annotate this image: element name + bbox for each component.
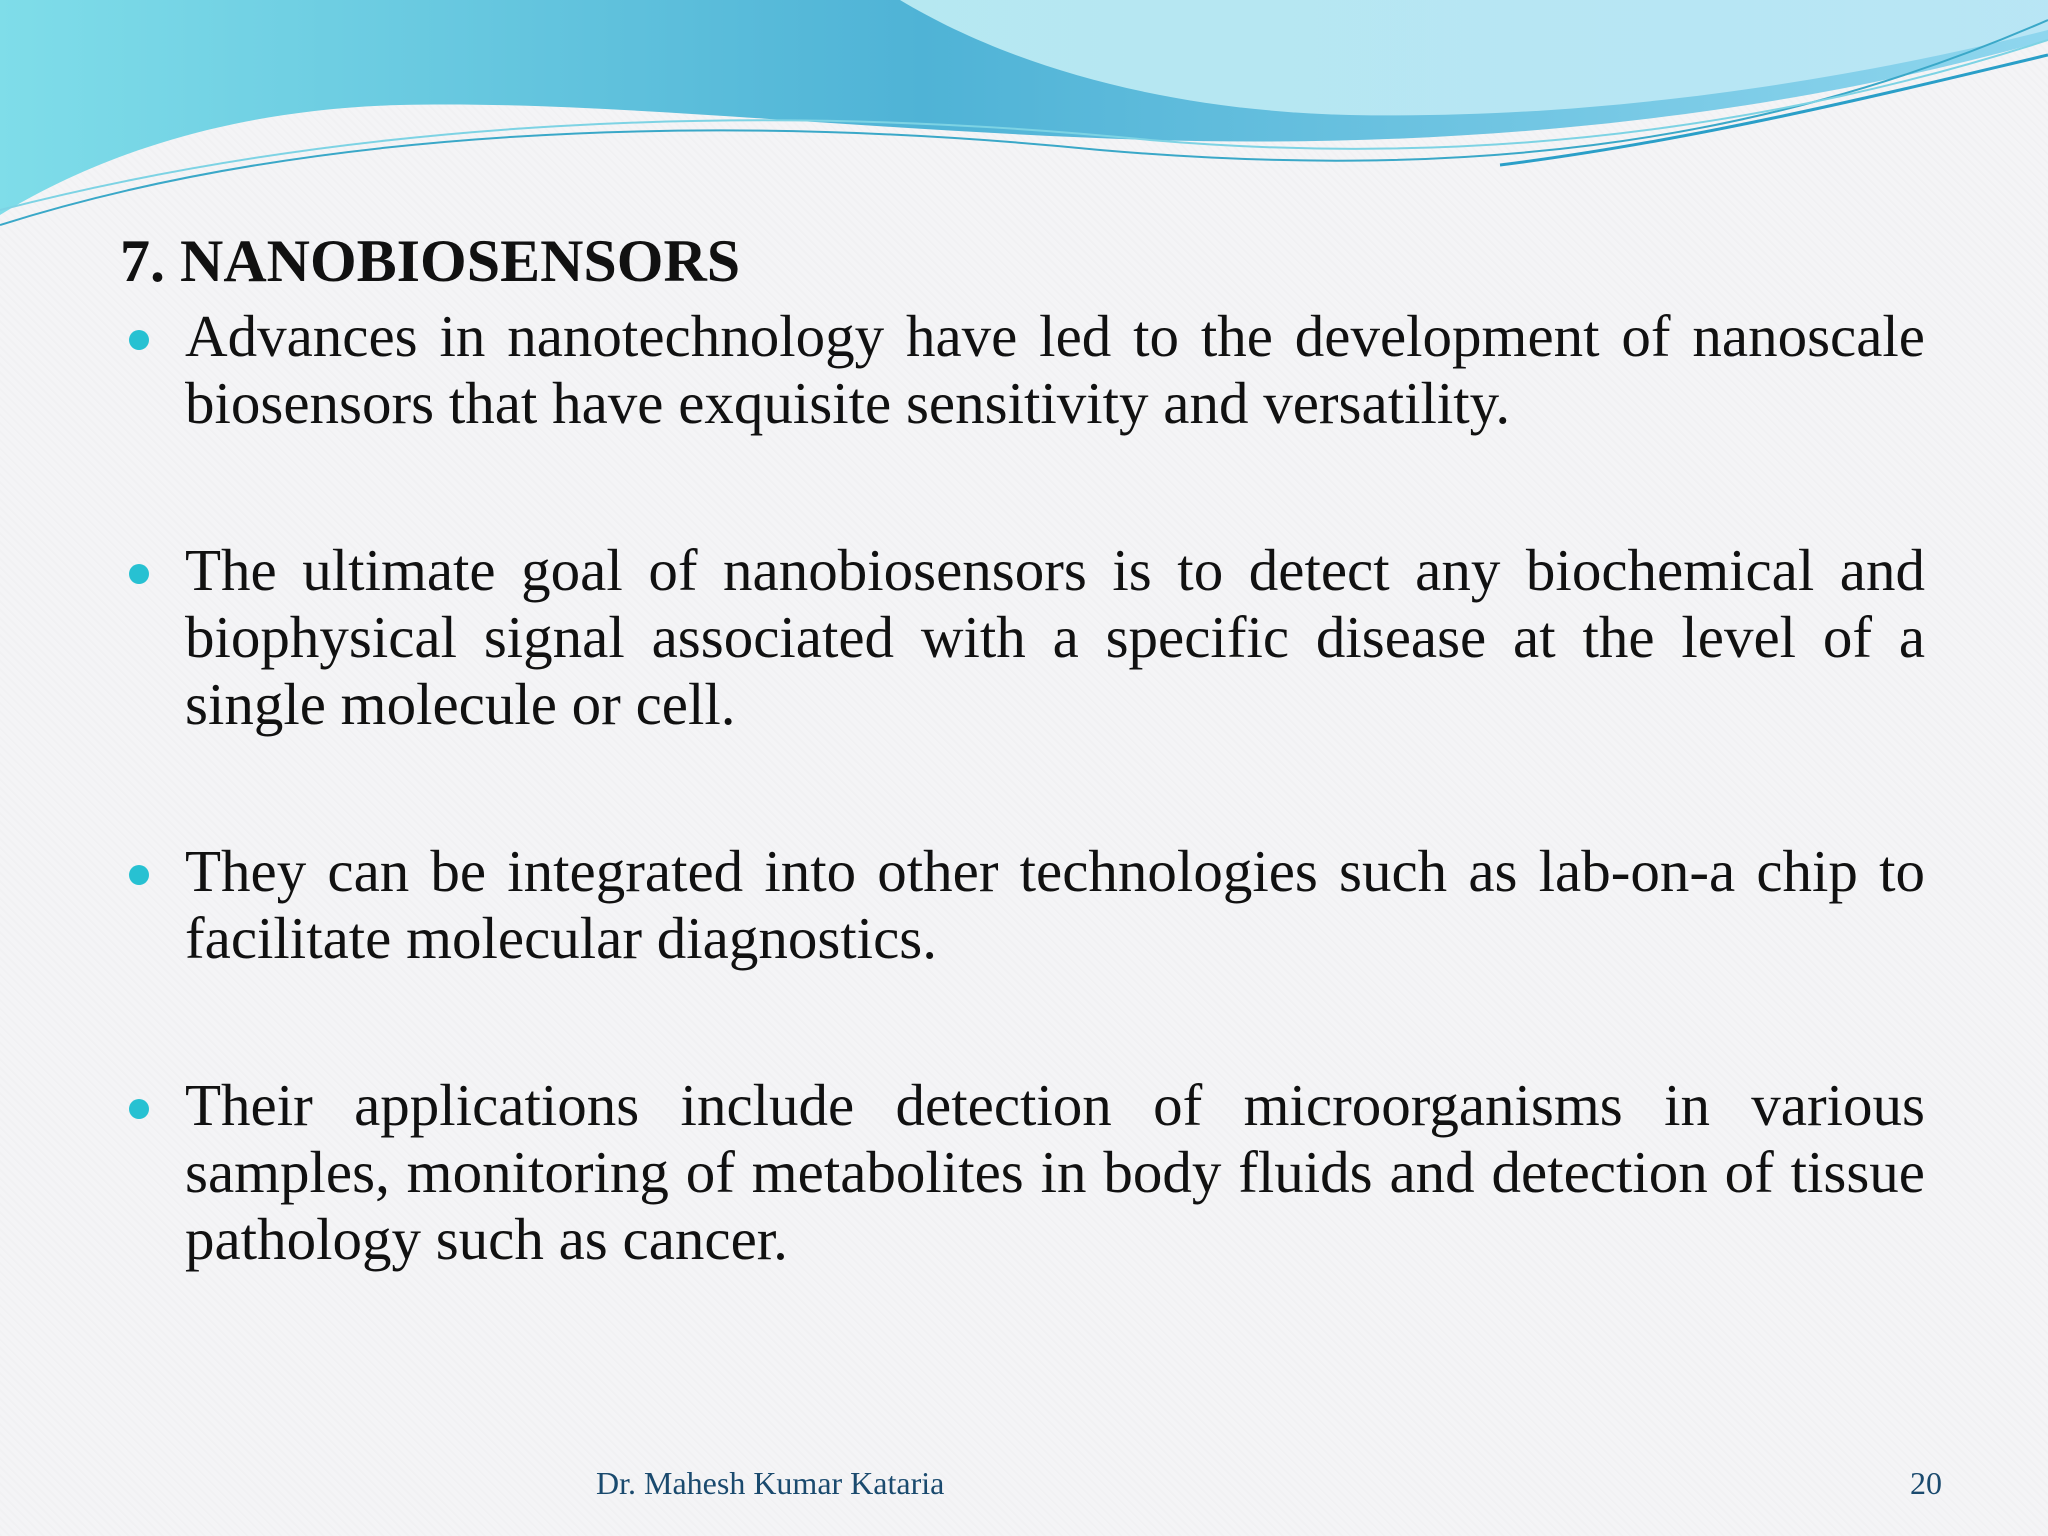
bullet-text: They can be integrated into other technologies such as lab-on-a chip to facilitate molecular diagnostics. xyxy=(185,838,1925,971)
bullet-item xyxy=(120,1072,1925,1273)
bullet-dot-icon xyxy=(129,564,149,584)
bullet-item xyxy=(120,537,1925,738)
bullet-dot-icon xyxy=(129,330,149,350)
bullet-dot-icon xyxy=(129,1099,149,1119)
bullet-item xyxy=(120,303,1925,437)
page-number: 20 xyxy=(1910,1465,1942,1501)
slide-title: 7. NANOBIOSENSORS xyxy=(120,228,741,294)
bullet-text: Their applications include detection of microorganisms in various samples, monitoring of metabolites in body fluids and detection of tissue pathology such as cancer. xyxy=(185,1072,1925,1272)
bullet-item xyxy=(120,838,1925,972)
bullet-text: The ultimate goal of nanobiosensors is to detect any biochemical and biophysical signal associated with a specific disease at the level of a single molecule or cell. xyxy=(185,537,1925,737)
bullet-dot-icon xyxy=(129,865,149,885)
footer-author: Dr. Mahesh Kumar Kataria xyxy=(596,1465,945,1501)
bullet-list xyxy=(120,303,1925,1273)
header-wave-decoration xyxy=(0,0,2048,240)
bullet-text: Advances in nanotechnology have led to the development of nanoscale biosensors that have exquisite sensitivity and versatility. xyxy=(185,303,1925,436)
